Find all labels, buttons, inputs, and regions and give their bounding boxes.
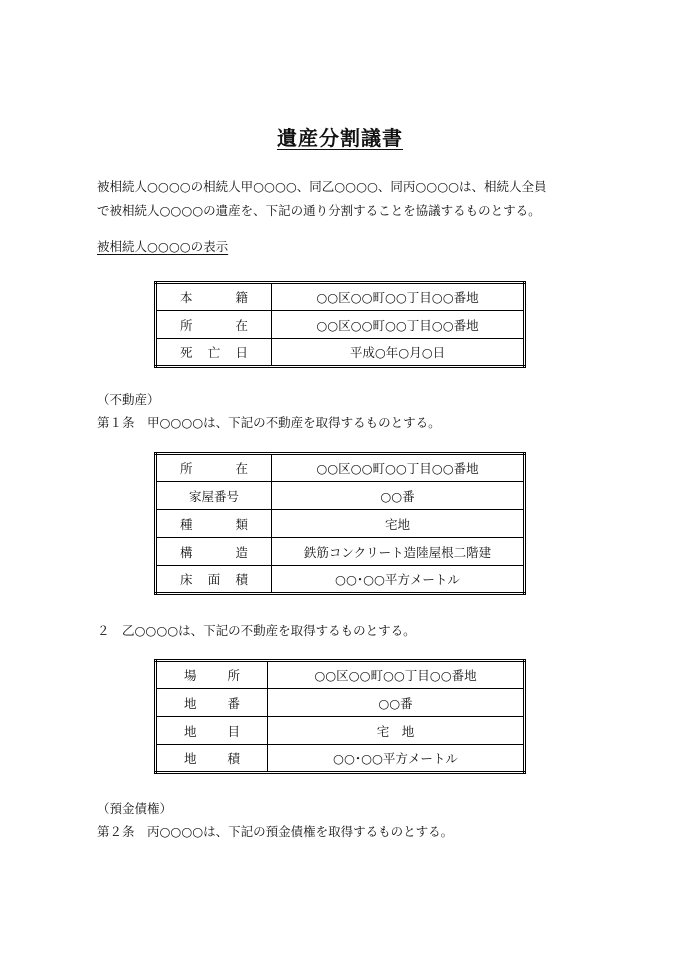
row-key-label bbox=[184, 666, 240, 684]
row-key-label bbox=[184, 722, 240, 740]
row-value: ○○区○○町○○丁目○○番地 bbox=[272, 283, 525, 311]
table-row bbox=[156, 745, 525, 773]
property-table-1 bbox=[154, 452, 526, 595]
row-key-char: 死 bbox=[180, 345, 193, 360]
decedent-heading-text: 被相続人○○○○の表示 bbox=[97, 239, 229, 254]
table-row bbox=[156, 566, 525, 594]
row-value: ○○区○○町○○丁目○○番地 bbox=[272, 311, 525, 339]
row-key bbox=[156, 689, 268, 717]
table-row bbox=[156, 339, 525, 367]
row-key-char: 所 bbox=[180, 461, 193, 476]
row-key bbox=[156, 510, 272, 538]
row-key bbox=[156, 283, 272, 311]
row-key-char: 亡 bbox=[207, 345, 221, 360]
row-key-char: 在 bbox=[235, 317, 248, 333]
row-key-char: 造 bbox=[235, 544, 248, 560]
row-value: ○○区○○町○○丁目○○番地 bbox=[268, 661, 525, 689]
row-key-char: 床 bbox=[180, 572, 193, 587]
row-value: 宅地 bbox=[272, 510, 525, 538]
row-key-char: 目 bbox=[227, 723, 240, 739]
property-table-2 bbox=[154, 659, 526, 774]
row-key-char: 積 bbox=[227, 751, 240, 766]
document-title bbox=[0, 122, 680, 151]
section3-label: （預金債権） bbox=[97, 801, 173, 816]
table-row bbox=[156, 689, 525, 717]
table-row bbox=[156, 717, 525, 745]
table-row bbox=[156, 538, 525, 566]
table-row bbox=[156, 482, 525, 510]
row-value: ○○･○○平方メートル bbox=[268, 745, 525, 773]
row-key-char: 在 bbox=[235, 461, 248, 476]
row-value: 平成○年○月○日 bbox=[272, 339, 525, 367]
row-key bbox=[156, 339, 272, 367]
row-key-char: 場 bbox=[184, 668, 197, 683]
row-key-label: 家屋番号 bbox=[188, 488, 239, 504]
row-key-char: 日 bbox=[235, 345, 248, 360]
row-value: 宅 地 bbox=[268, 717, 525, 745]
row-value: 鉄筋コンクリート造陸屋根二階建 bbox=[272, 538, 525, 566]
row-value: ○○番 bbox=[268, 689, 525, 717]
document-title-text: 遺産分割議書 bbox=[277, 126, 403, 150]
article1-para2: ２ 乙○○○○は、下記の不動産を取得するものとする。 bbox=[97, 623, 416, 638]
row-key bbox=[156, 311, 272, 339]
table-row bbox=[156, 510, 525, 538]
row-key bbox=[156, 482, 272, 510]
row-key-label bbox=[180, 459, 248, 477]
table-row bbox=[156, 454, 525, 482]
row-key-label bbox=[180, 343, 248, 361]
row-value: ○○･○○平方メートル bbox=[272, 566, 525, 594]
row-value: ○○番 bbox=[272, 482, 525, 510]
row-key-label bbox=[184, 694, 240, 712]
row-key bbox=[156, 538, 272, 566]
row-key bbox=[156, 745, 268, 773]
row-key-char: 積 bbox=[235, 572, 248, 587]
article1: 第１条 甲○○○○は、下記の不動産を取得するものとする。 bbox=[97, 415, 441, 430]
decedent-heading bbox=[97, 237, 228, 255]
row-key-char: 地 bbox=[184, 695, 197, 711]
intro-line: で被相続人○○○○の遺産を、下記の通り分割することを協議するものとする。 bbox=[97, 203, 541, 218]
row-key-char: 所 bbox=[180, 317, 193, 333]
row-value: ○○区○○町○○丁目○○番地 bbox=[272, 454, 525, 482]
row-key-label bbox=[180, 515, 248, 533]
row-key-label bbox=[180, 543, 248, 561]
row-key-char: 種 bbox=[180, 516, 193, 532]
row-key-char: 類 bbox=[235, 516, 248, 532]
decedent-table bbox=[154, 281, 526, 368]
row-key bbox=[156, 566, 272, 594]
table-row bbox=[156, 283, 525, 311]
row-key bbox=[156, 454, 272, 482]
row-key-char: 所 bbox=[227, 668, 240, 683]
row-key-char: 面 bbox=[207, 572, 221, 587]
row-key-char: 本 bbox=[180, 290, 193, 305]
row-key-char: 地 bbox=[184, 751, 197, 766]
intro-line: 被相続人○○○○の相続人甲○○○○、同乙○○○○、同丙○○○○は、相続人全員 bbox=[97, 179, 547, 194]
intro-paragraph bbox=[97, 175, 597, 223]
table-row bbox=[156, 661, 525, 689]
row-key-char: 番 bbox=[227, 695, 240, 711]
row-key-label bbox=[184, 749, 240, 767]
row-key-label bbox=[180, 570, 248, 588]
section1-label: （不動産） bbox=[97, 392, 160, 407]
row-key bbox=[156, 661, 268, 689]
row-key-char: 地 bbox=[184, 723, 197, 739]
row-key-char: 籍 bbox=[235, 290, 248, 305]
row-key-char: 構 bbox=[180, 544, 193, 560]
table-row bbox=[156, 311, 525, 339]
row-key bbox=[156, 717, 268, 745]
row-key-label bbox=[180, 288, 248, 306]
row-key-label bbox=[180, 316, 248, 334]
article2: 第２条 丙○○○○は、下記の預金債権を取得するものとする。 bbox=[97, 824, 454, 839]
